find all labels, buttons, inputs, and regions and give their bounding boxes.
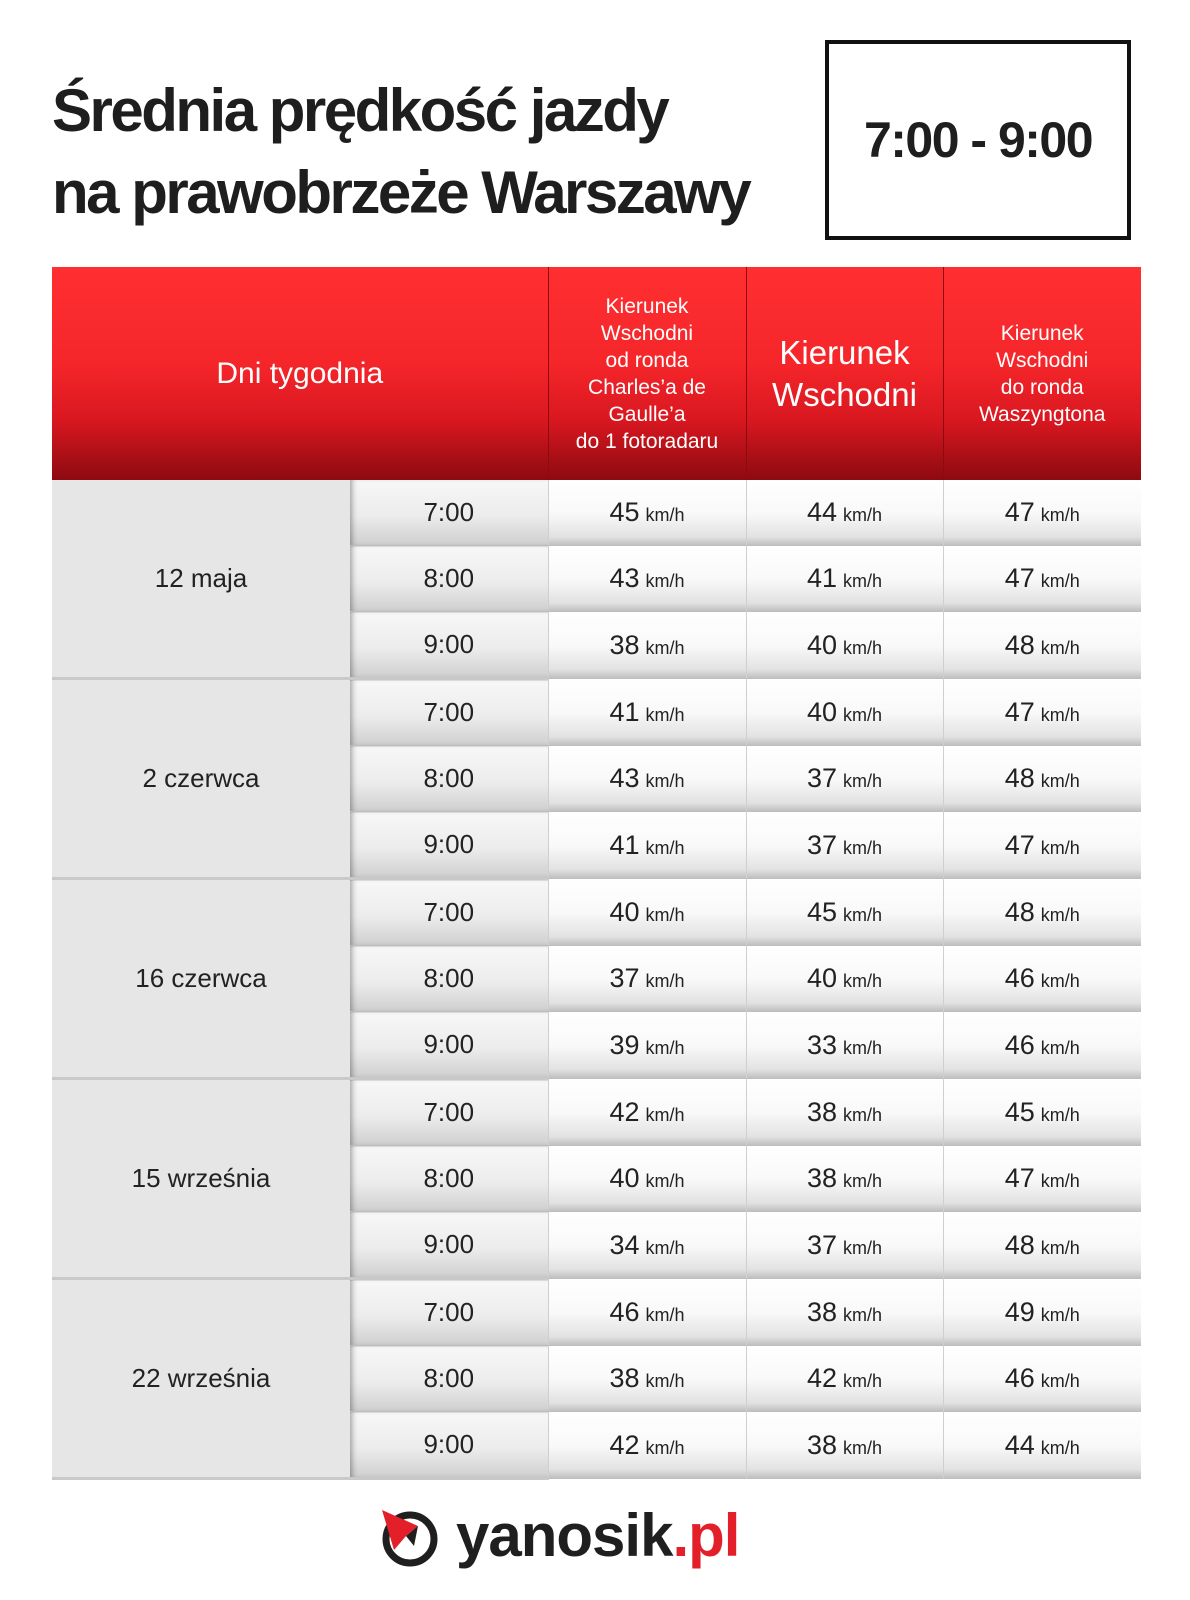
speed-cell [548,946,746,1012]
speed-cell [943,746,1141,812]
speed-unit: km/h [1040,1037,1080,1058]
speed-unit: km/h [843,1371,883,1391]
speed-cell [943,1079,1141,1146]
speed-cell [943,1279,1141,1346]
speed-value: 46 [609,1296,640,1327]
speed-value: 42 [609,1096,640,1127]
header-col-1-line: do 1 fotoradaru [575,429,719,453]
speed-unit: km/h [1040,1104,1080,1125]
speed-value: 44 [1004,1429,1035,1460]
speed-value: 33 [806,1029,838,1060]
speed-unit: km/h [843,1104,883,1125]
speed-cell [746,1412,943,1479]
speed-unit: km/h [645,837,685,858]
page-title [52,70,749,234]
speed-unit: km/h [645,1171,685,1191]
speed-value: 42 [609,1429,640,1460]
speed-unit: km/h [843,571,883,591]
speed-cell [943,546,1141,612]
speed-unit: km/h [1040,505,1080,526]
speed-cell [943,679,1141,746]
speed-cell [746,679,943,746]
logo-tld: .pl [672,1502,740,1569]
speed-cell [746,1012,943,1079]
speed-value: 38 [609,629,640,660]
speed-value: 48 [1004,629,1035,660]
speed-unit: km/h [1040,837,1080,858]
speed-unit: km/h [1040,637,1080,658]
speed-unit: km/h [645,771,685,791]
speed-unit: km/h [645,971,685,991]
speed-unit: km/h [843,1437,883,1458]
speed-cell [746,546,943,612]
speed-value: 47 [1004,1163,1035,1193]
table-row [52,679,1141,746]
speed-unit: km/h [645,904,685,925]
speed-unit: km/h [843,1237,883,1258]
speed-unit: km/h [843,505,883,526]
speed-cell [548,1012,746,1079]
speed-cell [548,546,746,612]
speed-value: 47 [1004,696,1035,727]
speed-value: 41 [609,829,640,860]
table-row [52,1079,1141,1146]
header-col-1-line: Wschodni [600,321,694,345]
table-row [52,480,1141,546]
speed-cell [746,812,943,879]
speed-value: 45 [806,896,838,927]
speed-unit: km/h [645,505,685,526]
speed-cell [943,1412,1141,1479]
hour-cell: 8:00 [350,1346,548,1412]
speed-unit: km/h [645,1237,685,1258]
hour-cell: 7:00 [350,879,548,946]
speed-cell [548,746,746,812]
speed-cell [943,480,1141,546]
speed-cell [548,612,746,679]
table-header-row [52,267,1141,480]
speed-cell [548,480,746,546]
speed-cell [746,1212,943,1279]
speed-value: 43 [609,563,640,593]
speed-unit: km/h [843,1171,883,1191]
header-col-1-line: Charles’a de [588,375,706,399]
speed-value: 42 [806,1363,838,1393]
speed-cell [943,812,1141,879]
speed-value: 44 [806,497,838,528]
logo-wordmark [456,1496,739,1576]
speed-value: 47 [1004,829,1035,860]
speed-cell [746,1279,943,1346]
speed-value: 38 [806,1429,838,1460]
table-row [52,1279,1141,1346]
speed-unit: km/h [645,637,685,658]
speed-cell [746,612,943,679]
day-cell: 16 czerwca [52,879,350,1079]
speed-cell [548,1212,746,1279]
speed-cell [746,946,943,1012]
speed-value: 40 [609,1163,640,1193]
header-col-1-line: od ronda [605,348,689,372]
header-col-1 [548,267,746,480]
speed-value: 46 [1004,1029,1035,1060]
speed-value: 45 [1004,1096,1035,1127]
speed-value: 48 [1004,763,1035,793]
speed-value: 40 [806,963,838,993]
speed-unit: km/h [843,1304,883,1325]
speed-unit: km/h [1040,971,1080,991]
header-days [52,267,548,480]
speed-cell [548,1346,746,1412]
speed-value: 48 [1004,896,1035,927]
hour-cell: 9:00 [350,812,548,879]
speed-value: 37 [806,1229,838,1260]
speed-unit: km/h [843,837,883,858]
day-cell: 12 maja [52,480,350,679]
yanosik-logo-icon [374,1500,444,1572]
speed-unit: km/h [843,771,883,791]
header-col-3-line: Waszyngtona [979,402,1106,426]
speed-cell [746,746,943,812]
table-row [52,879,1141,946]
speed-value: 38 [609,1363,640,1393]
time-range-label: 7:00 - 9:00 [863,112,1093,168]
speed-cell [548,879,746,946]
speed-cell [548,679,746,746]
speed-cell [746,1146,943,1212]
speed-cell [943,612,1141,679]
speed-unit: km/h [843,971,883,991]
speed-cell [943,879,1141,946]
speed-unit: km/h [843,704,883,725]
speed-unit: km/h [1040,571,1080,591]
speed-unit: km/h [1040,771,1080,791]
time-range-box [825,40,1131,240]
hour-cell: 7:00 [350,1279,548,1346]
speed-value: 40 [806,629,838,660]
speed-unit: km/h [1040,1304,1080,1325]
header-col-2-line: Kierunek [779,333,910,371]
hour-cell: 7:00 [350,1079,548,1146]
logo-name: yanosik [456,1502,673,1569]
speed-cell [943,1212,1141,1279]
speed-cell [548,1412,746,1479]
speed-value: 38 [806,1296,838,1327]
header-col-1-line: Kierunek [605,294,689,318]
table-body [52,480,1141,1479]
hour-cell: 8:00 [350,1146,548,1212]
hour-cell: 8:00 [350,746,548,812]
speed-cell [943,1346,1141,1412]
speed-value: 41 [609,696,640,727]
speed-value: 46 [1004,963,1035,993]
speed-cell [746,1346,943,1412]
speed-cell [943,946,1141,1012]
speed-value: 39 [609,1029,640,1060]
speed-cell [746,480,943,546]
speed-value: 38 [806,1096,838,1127]
hour-cell: 9:00 [350,1012,548,1079]
hour-cell: 7:00 [350,679,548,746]
speed-unit: km/h [645,1304,685,1325]
speed-value: 47 [1004,497,1035,528]
speed-value: 41 [806,563,838,593]
speed-unit: km/h [1040,704,1080,725]
day-cell: 15 września [52,1079,350,1279]
speed-unit: km/h [645,571,685,591]
speed-unit: km/h [645,1371,685,1391]
speed-unit: km/h [843,1037,883,1058]
speed-unit: km/h [843,904,883,925]
speed-value: 37 [806,829,838,860]
speed-value: 46 [1004,1363,1035,1393]
speed-value: 49 [1004,1296,1035,1327]
header-col-2-line: Wschodni [772,375,917,413]
hour-cell: 8:00 [350,546,548,612]
speed-unit: km/h [1040,1437,1080,1458]
speed-cell [548,1279,746,1346]
speed-unit: km/h [1040,1237,1080,1258]
speed-value: 45 [609,497,640,528]
header-days-label: Dni tygodnia [216,356,384,390]
speed-unit: km/h [843,637,883,658]
speed-value: 47 [1004,563,1035,593]
speed-cell [548,812,746,879]
title-line-2: na prawobrzeże Warszawy [52,159,750,226]
header-col-1-line: Gaulle’a [608,402,686,426]
speed-value: 40 [806,696,838,727]
speed-unit: km/h [645,1037,685,1058]
speed-cell [548,1146,746,1212]
title-line-1: Średnia prędkość jazdy [52,77,668,144]
speed-value: 38 [806,1163,838,1193]
day-cell: 2 czerwca [52,679,350,879]
hour-cell: 7:00 [350,480,548,546]
hour-cell: 9:00 [350,1212,548,1279]
speed-unit: km/h [1040,904,1080,925]
header-col-3-line: do ronda [1000,375,1084,399]
speed-cell [746,1079,943,1146]
speed-value: 48 [1004,1229,1035,1260]
speed-unit: km/h [645,1104,685,1125]
header-col-3-line: Kierunek [1000,321,1084,345]
speed-cell [943,1012,1141,1079]
hour-cell: 8:00 [350,946,548,1012]
day-cell: 22 września [52,1279,350,1479]
speed-unit: km/h [1040,1371,1080,1391]
hour-cell: 9:00 [350,1412,548,1479]
header-col-3-line: Wschodni [996,348,1089,372]
speed-value: 34 [609,1229,640,1260]
speed-cell [746,879,943,946]
speed-value: 37 [806,763,838,793]
speed-unit: km/h [1040,1171,1080,1191]
speed-unit: km/h [645,1437,685,1458]
header-col-3 [943,267,1141,480]
speed-cell [943,1146,1141,1212]
hour-cell: 9:00 [350,612,548,679]
speed-value: 43 [609,763,640,793]
speed-unit: km/h [645,704,685,725]
speed-value: 37 [609,963,640,993]
speed-value: 40 [609,896,640,927]
speed-table [52,267,1141,1480]
header-col-2 [746,267,943,480]
logo [374,1496,834,1576]
speed-cell [548,1079,746,1146]
